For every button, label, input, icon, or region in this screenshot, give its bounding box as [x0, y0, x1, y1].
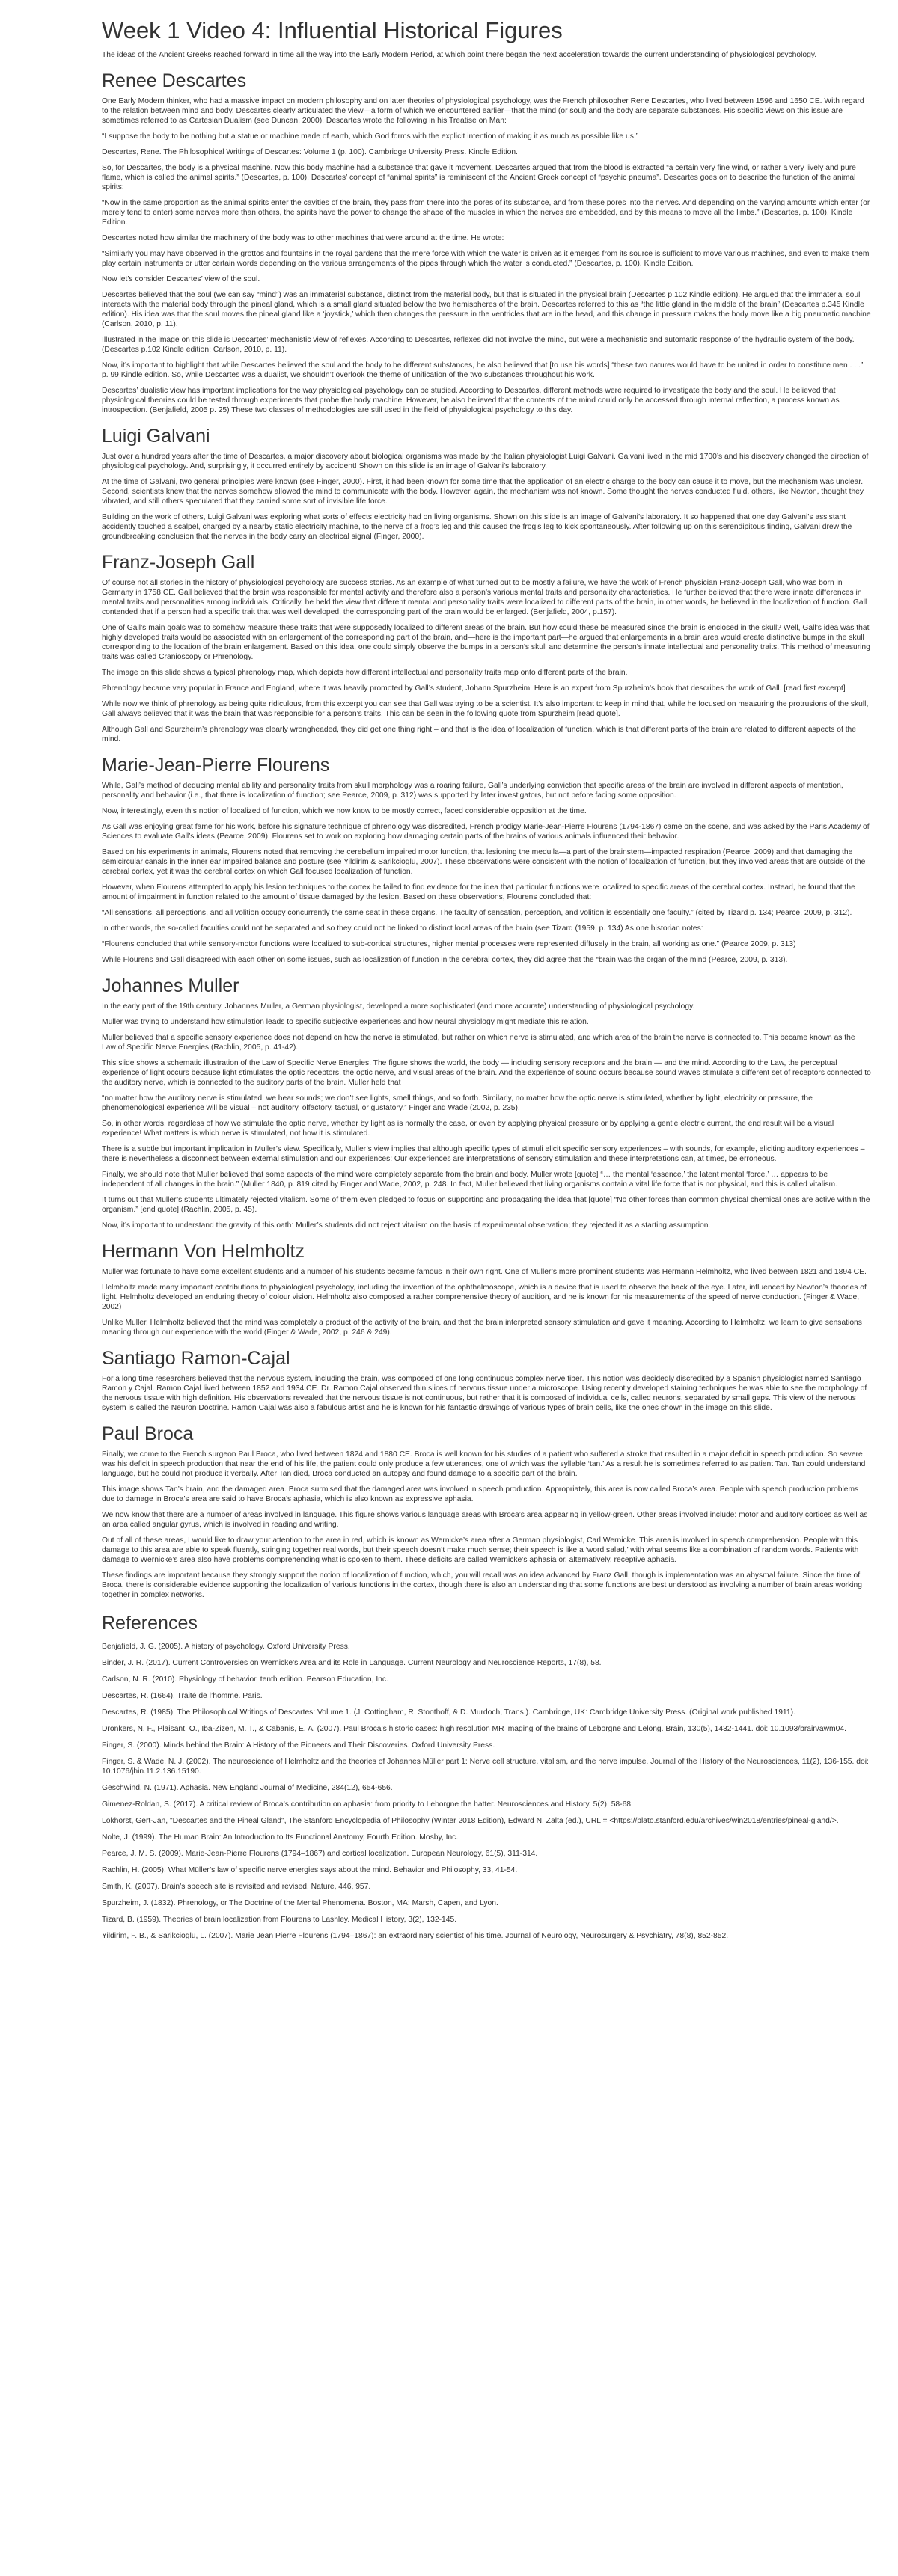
section-paragraph: “All sensations, all perceptions, and all volition occupy concurrently the same seat in these organs. The faculty of sensation, perception, and volition is essentially one faculty.” (cited by Tizard p. 134; Pearce, 2009, p. 312).: [102, 909, 852, 917]
section-paragraph: So, for Descartes, the body is a physical machine. Now this body machine had a substance that gave it movement. Descartes argued that from the blood is extracted “a certain very fine wind, or rather a very lively and pure flame, which is called the animal spirits.” (Descartes, p. 100). Descartes’ concept of “animal spirits” is reminiscent of the Ancient Greek concept of “psychic pneuma”. Descartes goes on to describe the function of the animal spirits:: [102, 164, 856, 191]
references-list: [102, 1642, 871, 1941]
section-paragraph: At the time of Galvani, two general principles were known (see Finger, 2000). First, it had been known for some time that the application of an electric charge to the body can cause it to move, but the mechanism was unclear. Second, scientists knew that the nerves somehow allowed the mind to communicate with the body. However, again, the mechanism was not known. Some thought the nerves conducted fluid, others, like Newton, thought they vibrated, and still others speculated that they carried some sort of invisible life force.: [102, 478, 864, 506]
reference-item: Finger, S. & Wade, N. J. (2002). The neuroscience of Helmholtz and the theories of Johannes Müller part 1: Nerve cell structure, vitalism, and the nerve impulse. Journal of the History of the Neurosciences, 11(2), 136-155. doi: 10.1076/jhin.11.2.136.15190.: [102, 1758, 869, 1776]
reference-item: Geschwind, N. (1971). Aphasia. New England Journal of Medicine, 284(12), 654-656.: [102, 1784, 393, 1792]
section-heading: Johannes Muller: [102, 975, 239, 996]
reference-item: Benjafield, J. G. (2005). A history of psychology. Oxford University Press.: [102, 1643, 350, 1651]
section-paragraph: We now know that there are a number of areas involved in language. This figure shows various language areas with Broca’s area appearing in yellow-green. Other areas involved include: motor and auditory cortices as well as an area called angular gyrus, which is involved in reading and writing.: [102, 1511, 868, 1529]
reference-item: Rachlin, H. (2005). What Müller’s law of specific nerve energies says about the mind. Behavior and Philosophy, 33, 41-54.: [102, 1866, 518, 1874]
section-paragraph: Finally, we should note that Muller believed that some aspects of the mind were completely separate from the brain and body. Muller wrote [quote] “… the mental ‘essence,’ the latent mental ‘force,’ … appears to be independent of all changes in the brain.” (Muller 1840, p. 819 cited by Finger and Wade, 2002, p. 248. In fact, Muller believed that living organisms contain a vital life force that is not physical, and this is called vitalism.: [102, 1171, 837, 1189]
section-paragraph: Now, it’s important to understand the gravity of this oath: Muller’s students did not reject vitalism on the basis of experimental observation; they rejected it as a starting assumption.: [102, 1221, 711, 1230]
reference-item: Smith, K. (2007). Brain’s speech site is revisited and revised. Nature, 446, 957.: [102, 1883, 371, 1891]
section-paragraph: Muller was fortunate to have some excellent students and a number of his students became famous in their own right. One of Muller’s more prominent students was Hermann Helmholtz, who lived between 1821 and 1894 CE.: [102, 1268, 867, 1276]
section-paragraph: While, Gall’s method of deducing mental ability and personality traits from skull morphology was a roaring failure, Gall’s underlying conviction that specific areas of the brain are involved in different aspects of mentation, personality and behavior (i.e., that there is localization of function; see Pearce, 2009, p. 312) was supported by later investigators, but not before facing some opposition.: [102, 782, 843, 800]
section-paragraph: “Now in the same proportion as the animal spirits enter the cavities of the brain, they pass from there into the pores of its substance, and from these pores into the nerves. And depending on the varying amounts which enter (or merely tend to enter) some nerves more than others, the spirits have the power to change the shape of the muscles in which the nerves are embedded, and by this means to move all the limbs.” (Descartes, p. 100). Kindle Edition.: [102, 199, 870, 227]
section-paragraph: “Similarly you may have observed in the grottos and fountains in the royal gardens that the mere force with which the water is driven as it emerges from its source is sufficient to move various machines, and even to make them play certain instruments or utter certain words depending on the various arrangements of the pipes through which the water is conducted.” (Descartes, p. 100). Kindle Edition.: [102, 250, 870, 268]
section-paragraph: Based on his experiments in animals, Flourens noted that removing the cerebellum impaired motor function, that lesioning the medulla—a part of the brainstem—impacted respiration (Pearce, 2009) and that damaging the semicircular canals in the inner ear impaired balance and posture (see Yildirim & Sarikcioglu, 2007). These observations were consistent with the notion of localization of function, but they involved areas that are outside of the cerebral cortex, yet it was the cerebral cortex on which Gall focused localization of function.: [102, 848, 866, 876]
section-paragraph: Out of all of these areas, I would like to draw your attention to the area in red, which is known as Wernicke’s area after a German physiologist, Carl Wernicke. This area is involved in speech comprehension. People with this damage to this area are able to speak fluently, stringing together real words, but their speech doesn’t make much sense; their speech is like a ‘word salad,’ with what seems like a combination of random words. Patients with damage to Wernicke’s area also have problems comprehending what is spoken to them. These deficits are called Wernicke’s aphasia or, alternatively, receptive aphasia.: [102, 1536, 859, 1564]
reference-item: Descartes, R. (1985). The Philosophical Writings of Descartes: Volume 1. (J. Cottingham, R. Stoothoff, & D. Murdoch, Trans.). Cambridge, UK: Cambridge University Press. (Original work published 1911).: [102, 1708, 795, 1717]
reference-item: Spurzheim, J. (1832). Phrenology, or The Doctrine of the Mental Phenomena. Boston, MA: Marsh, Capen, and Lyon.: [102, 1899, 498, 1907]
intro-paragraph: The ideas of the Ancient Greeks reached forward in time all the way into the Early Modern Period, at which point there began the next acceleration towards the current understanding of physiological psychology.: [102, 51, 817, 59]
section-paragraph: While Flourens and Gall disagreed with each other on some issues, such as localization of function in the cerebral cortex, they did agree that the “brain was the organ of the mind (Pearce, 2009, p. 313).: [102, 956, 788, 964]
section-paragraph: Descartes noted how similar the machinery of the body was to other machines that were around at the time. He wrote:: [102, 234, 504, 242]
section-paragraph: Unlike Muller, Helmholtz believed that the mind was completely a product of the activity of the brain, and that the brain interpreted sensory stimulation and gave it meaning. According to Helmholtz, we learn to give sensations meaning through our experience with the world (Finger & Wade, 2002, p. 246 & 249).: [102, 1319, 862, 1337]
section-paragraph: However, when Flourens attempted to apply his lesion techniques to the cortex he failed to find evidence for the idea that particular functions were localized to specific areas of the cerebral cortex. Instead, he found that the amount of impairment in function related to the amount of tissue damaged by the lesion. Based on these observations, Flourens concluded that:: [102, 883, 855, 901]
section-heading: Luigi Galvani: [102, 426, 210, 447]
section-paragraph: These findings are important because they strongly support the notion of localization of function, which, you will recall was an idea advanced by Franz Gall, though is implementation was an abysmal failure. Since the time of Broca, there is considerable evidence supporting the localization of various functions in the cortex, though there is also an understanding that some functions are best understood as involving a number of brain areas working together in complex networks.: [102, 1571, 862, 1599]
references-heading: References: [102, 1613, 198, 1634]
section-paragraph: Descartes, Rene. The Philosophical Writings of Descartes: Volume 1 (p. 100). Cambridge University Press. Kindle Edition.: [102, 148, 518, 156]
section-paragraph: Now let’s consider Descartes’ view of the soul.: [102, 275, 260, 283]
section-paragraph: “Flourens concluded that while sensory-motor functions were localized to sub-cortical structures, higher mental processes were represented diffusely in the brain, all working as one.” (Pearce 2009, p. 313): [102, 940, 796, 948]
page-title: Week 1 Video 4: Influential Historical Figures: [102, 17, 563, 43]
section-paragraph: In other words, the so-called faculties could not be separated and so they could not be linked to distinct local areas of the brain (see Tizard (1959, p. 134) As one historian notes:: [102, 924, 703, 933]
section-paragraph: “I suppose the body to be nothing but a statue or machine made of earth, which God forms with the explicit intention of making it as much as possible like us.”: [102, 132, 639, 141]
reference-item: Nolte, J. (1999). The Human Brain: An Introduction to Its Functional Anatomy, Fourth Edition. Mosby, Inc.: [102, 1833, 459, 1841]
section-paragraph: Phrenology became very popular in France and England, where it was heavily promoted by Gall’s student, Johann Spurzheim. Here is an expert from Spurzheim’s book that describes the work of Gall. [read first excerpt]: [102, 684, 846, 693]
section-paragraph: Finally, we come to the French surgeon Paul Broca, who lived between 1824 and 1880 CE. Broca is well known for his studies of a patient who suffered a stroke that resulted in a major deficit in speech production. So severe was his deficit in speech production that near the end of his life, the patient could only produce a few utterances, one of which was the syllable ‘tan.’ As a result he is sometimes referred to as patient Tan. Tan could understand language, but he could not produce it verbally. After Tan died, Broca conducted an autopsy and found damage to a specific part of the brain.: [102, 1450, 866, 1478]
reference-item: Pearce, J. M. S. (2009). Marie-Jean-Pierre Flourens (1794–1867) and cortical localization. European Neurology, 61(5), 311-314.: [102, 1850, 538, 1858]
section-paragraph: Descartes believed that the soul (we can say “mind”) was an immaterial substance, distinct from the material body, but that is situated in the physical brain (Descartes p.102 Kindle edition). He argued that the immaterial soul interacts with the material body through the pineal gland, which is a small gland situated below the two hemispheres of the brain. Descartes referred to this as “the little gland in the middle of the brain” (Descartes p.345 Kindle edition). His idea was that the soul moves the pineal gland like a ‘joystick,’ which then changes the pressure in the ventricles that are in the head, and this change in pressure makes the body move like a big pneumatic machine (Carlson, 2010, p. 11).: [102, 291, 871, 328]
reference-item: Lokhorst, Gert-Jan, "Descartes and the Pineal Gland", The Stanford Encyclopedia of Philosophy (Winter 2018 Edition), Edward N. Zalta (ed.), URL = <https://plato.stanford.edu/archives/win2018/entries/pineal-gland/>.: [102, 1817, 839, 1825]
section-paragraph: This image shows Tan’s brain, and the damaged area. Broca surmised that the damaged area was involved in speech production. Appropriately, this area is now called Broca’s area. People with speech production problems due to damage in Broca’s area are said to have Broca’s aphasia, which is also known as expressive aphasia.: [102, 1485, 859, 1503]
sections-container: [102, 70, 871, 1600]
section-heading: Santiago Ramon-Cajal: [102, 1348, 290, 1369]
section-paragraph: One Early Modern thinker, who had a massive impact on modern philosophy and on later theories of physiological psychology, was the French philosopher Rene Descartes, who lived between 1596 and 1650 CE. With regard to the relation between mind and body, Descartes clearly articulated the view—a form of which we encountered earlier—that the mind (or soul) and the body are separate substances. His specific views on this issue are sometimes referred to as Cartesian Dualism (see Duncan, 2000). Descartes wrote the following in his Treatise on Man:: [102, 97, 864, 125]
reference-item: Dronkers, N. F., Plaisant, O., Iba-Zizen, M. T., & Cabanis, E. A. (2007). Paul Broca’s historic cases: high resolution MR imaging of the brains of Leborgne and Lelong. Brain, 130(5), 1432-1441. doi: 10.1093/brain/awm04.: [102, 1725, 846, 1733]
section-paragraph: While now we think of phrenology as being quite ridiculous, from this excerpt you can see that Gall was trying to be a scientist. It’s also important to keep in mind that, while he focused on measuring the protrusions of the skull, Gall always believed that it was the brain that was responsible for a person’s traits. This can be seen in the following quote from Spurzheim [read quote].: [102, 700, 869, 718]
reference-item: Yildirim, F. B., & Sarikcioglu, L. (2007). Marie Jean Pierre Flourens (1794–1867): an extraordinary scientist of his time. Journal of Neurology, Neurosurgery & Psychiatry, 78(8), 852-852.: [102, 1932, 729, 1940]
section-paragraph: In the early part of the 19th century, Johannes Muller, a German physiologist, developed a more sophisticated (and more accurate) understanding of physiological psychology.: [102, 1002, 695, 1011]
section-paragraph: As Gall was enjoying great fame for his work, before his signature technique of phrenology was discredited, French prodigy Marie-Jean-Pierre Flourens (1794-1867) came on the scene, and was asked by the Paris Academy of Sciences to evaluate Gall’s ideas (Pearce, 2009). Flourens set to work on exploring how damaging certain parts of the brains of various animals influenced their behavior.: [102, 823, 870, 841]
section-paragraph: Muller believed that a specific sensory experience does not depend on how the nerve is stimulated, but rather on which nerve is stimulated, and which area of the brain the nerve is connected to. This became known as the Law of Specific Nerve Energies (Rachlin, 2005, p. 41-42).: [102, 1034, 855, 1052]
reference-item: Gimenez-Roldan, S. (2017). A critical review of Broca’s contribution on aphasia: from priority to Leborgne the hatter. Neurosciences and History, 5(2), 58-68.: [102, 1800, 633, 1809]
section-paragraph: Helmholtz made many important contributions to physiological psychology, including the invention of the ophthalmoscope, which is a device that is used to observe the back of the eye. Later, influenced by Newton’s theories of light, Helmholtz developed an enduring theory of colour vision. Helmholtz also composed a rather comprehensive theory of audition, and he is known for his measurements of the speed of nerve conduction. (Finger & Wade, 2002): [102, 1284, 867, 1311]
section-paragraph: “no matter how the auditory nerve is stimulated, we hear sounds; we don’t see lights, smell things, and so forth. Similarly, no matter how the optic nerve is stimulated, whether by light, electricity or pressure, the phenomenological experience will be visual – not auditory, olfactory, tactual, or gustatory.” Finger and Wade (2002, p. 235).: [102, 1094, 813, 1112]
section-paragraph: There is a subtle but important implication in Muller’s view. Specifically, Muller’s view implies that although specific types of stimuli elicit specific sensory experiences – with sounds, for example, eliciting auditory experiences – there is nevertheless a disconnect between external stimulation and our experiences: Our experiences are interpretations of sensory stimulation and these interpretations can, at times, be erroneous.: [102, 1145, 865, 1163]
section-paragraph: The image on this slide shows a typical phrenology map, which depicts how different intellectual and personality traits map onto different parts of the brain.: [102, 669, 628, 677]
reference-item: Carlson, N. R. (2010). Physiology of behavior, tenth edition. Pearson Education, Inc.: [102, 1675, 388, 1684]
section-paragraph: Illustrated in the image on this slide is Descartes’ mechanistic view of reflexes. According to Descartes, reflexes did not involve the mind, but were a mechanistic and automatic response of the hydraulic system of the body. (Descartes p.102 Kindle edition; Carlson, 2010, p. 11).: [102, 336, 855, 354]
section-heading: Renee Descartes: [102, 70, 247, 91]
section-paragraph: For a long time researchers believed that the nervous system, including the brain, was composed of one long continuous complex nerve fiber. This notion was decidedly discredited by a Spanish physiologist named Santiago Ramon y Cajal. Ramon Cajal lived between 1852 and 1934 CE. Dr. Ramon Cajal observed thin slices of nervous tissue under a microscope. Using recently developed staining techniques he was able to see the morphology of the nervous tissue with high definition. His observations revealed that the nervous tissue is not continuous, but rather that it is composed of individual cells, called neurons, separated by small gaps. This view of the nervous system is called the Neuron Doctrine. Ramon Cajal was also a fabulous artist and he is known for his fantastic drawings of various types of brain cells, like the ones shown in the image on this slide.: [102, 1375, 867, 1412]
section-heading: Marie-Jean-Pierre Flourens: [102, 755, 330, 776]
section-paragraph: This slide shows a schematic illustration of the Law of Specific Nerve Energies. The figure shows the world, the body — including sensory receptors and the brain — and the mind. According to the Law, the perceptual experience of light occurs because light stimulates the optic receptors, the optic nerve, and visual areas of the brain. And the experience of sound occurs because sound waves stimulate a different set of receptors connected to the auditory nerve, which is connected to the auditory parts of the brain. Muller held that: [102, 1059, 871, 1087]
reference-item: Binder, J. R. (2017). Current Controversies on Wernicke’s Area and its Role in Language. Current Neurology and Neuroscience Reports, 17(8), 58.: [102, 1659, 602, 1667]
reference-item: Descartes, R. (1664). Traité de l’homme. Paris.: [102, 1692, 263, 1700]
section-paragraph: Descartes’ dualistic view has important implications for the way physiological psychology can be studied. According to Descartes, different methods were required to investigate the body and the soul. He believed that physiological theories could be tested through experiments that probe the body machine. However, he also believed that the contents of the mind could only be accessed through internal reflection, a process known as introspection. (Benjafield, 2005 p. 25) These two classes of methodologies are still used in the field of physiological psychology to this day.: [102, 387, 840, 414]
section-heading: Hermann Von Helmholtz: [102, 1241, 305, 1262]
reference-item: Tizard, B. (1959). Theories of brain localization from Flourens to Lashley. Medical History, 3(2), 132-145.: [102, 1916, 457, 1924]
section-heading: Franz-Joseph Gall: [102, 552, 255, 573]
section-paragraph: Of course not all stories in the history of physiological psychology are success stories. As an example of what turned out to be mostly a failure, we have the work of French physician Franz-Joseph Gall, who was born in Germany in 1758 CE. Gall believed that the brain was responsible for mental activity and therefore also a person’s various mental traits and personality characteristics. He further believed that there were innate differences in mental traits and personalities among individuals. Critically, he held the view that different mental and personality traits were localized to different parts of the brain, in other words, he believed in the localization of function. Gall contended that if a person had a specific trait that was well developed, the corresponding part of the brain would be enlarged. (Benjafield, 2004, p.157).: [102, 579, 867, 616]
section-paragraph: Muller was trying to understand how stimulation leads to specific subjective experiences and how neural physiology might mediate this relation.: [102, 1018, 589, 1026]
section-paragraph: Building on the work of others, Luigi Galvani was exploring what sorts of effects electricity had on living organisms. Shown on this slide is an image of Galvani’s laboratory. It so happened that one day Galvani’s assistant accidently touched a scalpel, charged by a nearby static electricity machine, to the nerve of a frog’s leg and this caused the frog’s leg to kick spontaneously. After following up on this serendipitous finding, Galvani drew the groundbreaking conclusion that the nerves in the body carry an electrical signal (Finger, 2000).: [102, 513, 852, 541]
section-paragraph: One of Gall’s main goals was to somehow measure these traits that were supposedly localized to different areas of the brain. But how could these be measured since the brain is enclosed in the skull? Well, Gall’s idea was that highly developed traits would be associated with an enlargement of the corresponding part of the brain, and—here is the important part—he argued that enlargements in a brain area would create distinctive bumps in the skull corresponding to the location of the brain enlargement. Based on this idea, one could simply observe the bumps in a person’s skull and determine the person’s innate intellectual and personality traits. This method of measuring traits was called Cranioscopy or Phrenology.: [102, 624, 870, 661]
section-paragraph: Just over a hundred years after the time of Descartes, a major discovery about biological organisms was made by the Italian physiologist Luigi Galvani. Galvani lived in the mid 1700’s and his discovery changed the direction of physiological psychology. And, surprisingly, it occurred entirely by accident! Shown on this slide is an image of Galvani’s laboratory.: [102, 453, 869, 470]
reference-item: Finger, S. (2000). Minds behind the Brain: A History of the Pioneers and Their Discoveries. Oxford University Press.: [102, 1741, 495, 1749]
section-paragraph: It turns out that Muller’s students ultimately rejected vitalism. Some of them even pledged to focus on supporting and propagating the idea that [quote] “No other forces than common physical chemical ones are active within the organism.” [end quote] (Rachlin, 2005, p. 45).: [102, 1196, 870, 1214]
section-paragraph: Now, it’s important to highlight that while Descartes believed the soul and the body to be different substances, he also believed that [to use his words] “these two natures would have to be united in order to constitute men . . .” p. 99 Kindle edition. So, while Descartes was a dualist, we shouldn’t overlook the theme of unification of the two substances throughout his work.: [102, 361, 864, 379]
section-paragraph: Now, interestingly, even this notion of localized of function, which we now know to be mostly correct, faced considerable opposition at the time.: [102, 807, 587, 815]
section-heading: Paul Broca: [102, 1423, 194, 1444]
section-paragraph: Although Gall and Spurzheim’s phrenology was clearly wrongheaded, they did get one thing right – and that is the idea of localization of function, which is that different parts of the brain are related to different aspects of the mind.: [102, 726, 857, 743]
section-paragraph: So, in other words, regardless of how we stimulate the optic nerve, whether by light as is normally the case, or even by applying physical pressure or by applying a gentle electric current, the end result will be a visual experience! What matters is which nerve is stimulated, not how it is stimulated.: [102, 1120, 834, 1138]
